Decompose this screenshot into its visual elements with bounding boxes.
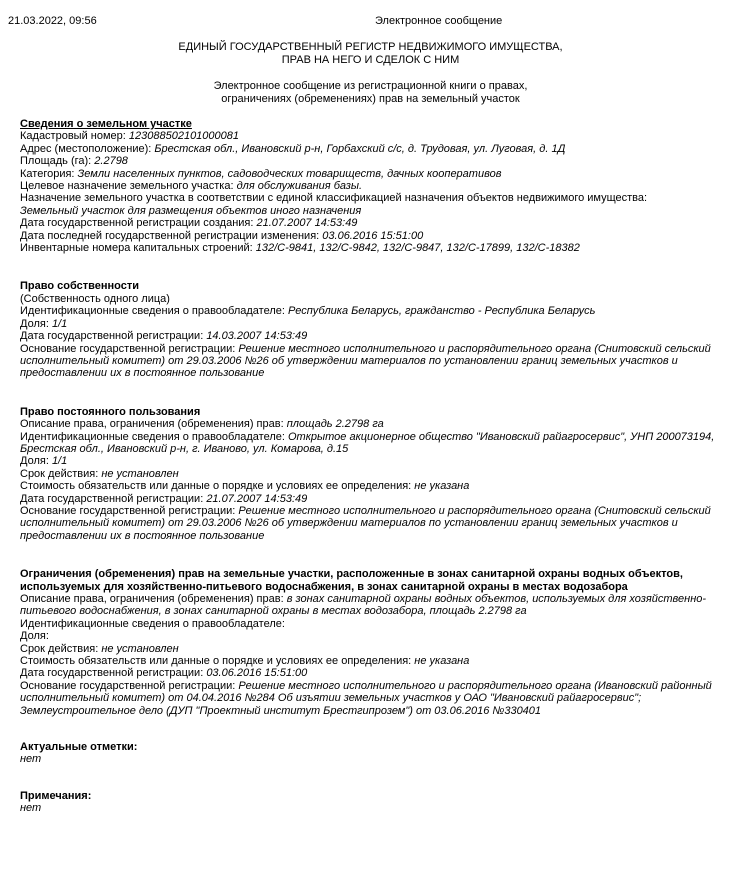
- current-marks-value: нет: [20, 753, 42, 766]
- register-title: [0, 41, 741, 67]
- registration-date-value: 21.07.2007 14:53:49: [206, 492, 308, 505]
- message-subtitle: [0, 80, 741, 106]
- field-label: Целевое назначение земельного участка:: [20, 180, 237, 193]
- term-value: не установлен: [101, 467, 179, 480]
- registration-date-row: [20, 330, 725, 342]
- register-title-line2: ПРАВ НА НЕГО И СДЕЛОК С НИМ: [281, 54, 460, 66]
- notes-heading: Примечания:: [20, 789, 92, 802]
- field-label: Дата последней государственной регистрации изменения:: [20, 229, 323, 242]
- ownership-heading: Право собственности: [20, 280, 139, 293]
- field-label: Срок действия:: [20, 642, 102, 655]
- purpose-value: для обслуживания базы.: [236, 180, 363, 193]
- right-description-row: [20, 593, 725, 618]
- message-subtitle-line2: ограничениях (обременениях) прав на земельный участок: [221, 93, 520, 105]
- registration-changed-row: [20, 230, 725, 242]
- field-label: Инвентарные номера капитальных строений:: [20, 242, 256, 255]
- permanent-use-heading: Право постоянного пользования: [20, 405, 201, 418]
- share-value: 1/1: [51, 455, 68, 468]
- address-row: [20, 143, 725, 155]
- inventory-numbers-value: 132/С-9841, 132/С-9842, 132/С-9847, 132/С-17899, 132/С-18382: [255, 242, 580, 255]
- field-label: Стоимость обязательств или данные о порядке и условиях ее определения:: [20, 480, 415, 493]
- area-row: [20, 155, 725, 167]
- registration-basis-row: [20, 505, 725, 542]
- field-label: Описание права, ограничения (обременения) прав:: [20, 593, 287, 605]
- classifier-label: Назначение земельного участка в соответствии с единой классификацией назначения объектов недвижимого имущества:: [20, 192, 648, 205]
- share-label: Доля:: [20, 630, 49, 643]
- registration-basis-row: [20, 680, 725, 717]
- field-label: Дата государственной регистрации:: [20, 330, 207, 343]
- registration-date-value: 14.03.2007 14:53:49: [206, 330, 308, 343]
- field-label: Адрес (местоположение):: [20, 142, 155, 155]
- share-row: [20, 455, 725, 467]
- holder-row: [20, 305, 725, 317]
- notes-value: нет: [20, 802, 42, 815]
- field-label: Дата государственной регистрации:: [20, 492, 207, 505]
- field-label: Основание государственной регистрации:: [20, 342, 239, 355]
- term-row: [20, 643, 725, 655]
- current-marks-section: [20, 741, 725, 766]
- registration-created-value: 21.07.2007 14:53:49: [256, 217, 358, 230]
- category-value: Земли населенных пунктов, садоводческих товариществ, дачных кооперативов: [77, 167, 502, 180]
- cost-value: не указана: [414, 480, 470, 493]
- share-value: 1/1: [51, 317, 68, 330]
- field-label: Идентификационные сведения о правообладателе:: [20, 430, 288, 443]
- ownership-type: (Собственность одного лица): [20, 292, 170, 305]
- area-value: 2.2798: [94, 155, 128, 168]
- inventory-numbers-row: [20, 242, 725, 254]
- registration-basis-value: Решение местного исполнительного и распорядительного органа (Снитовский сельский исполнительный комитет) от 29.03.2006 №26 об утверждении материалов по установлении границ земельных участков и предоставлении их в постоянное пользование: [20, 342, 711, 380]
- holder-value: Открытое акционерное общество "Ивановский райагросервис", УНП 200073194, Брестская обл., Ивановский р-н, г. Иваново, ул. Комарова, д.15: [20, 430, 715, 455]
- holder-label: Идентификационные сведения о правообладателе:: [20, 617, 285, 630]
- land-plot-section: [20, 118, 725, 254]
- registration-date-row: [20, 667, 725, 679]
- registration-changed-value: 03.06.2016 15:51:00: [322, 229, 424, 242]
- field-label: Описание права, ограничения (обременения) прав:: [20, 418, 287, 431]
- right-description-value: площадь 2.2798 га: [286, 418, 384, 431]
- address-value: Брестская обл., Ивановский р-н, Горбахский с/с, д. Трудовая, ул. Луговая, д. 1Д: [154, 142, 566, 155]
- cost-value: не указана: [414, 655, 470, 668]
- registration-date-value: 03.06.2016 15:51:00: [206, 667, 308, 680]
- field-label: Срок действия:: [20, 467, 102, 480]
- print-datetime: 21.03.2022, 09:56: [8, 15, 97, 27]
- term-row: [20, 468, 725, 480]
- registration-created-row: [20, 217, 725, 229]
- document-type: Электронное сообщение: [375, 15, 503, 27]
- field-label: Стоимость обязательств или данные о порядке и условиях ее определения:: [20, 655, 415, 668]
- term-value: не установлен: [101, 642, 179, 655]
- cadastral-number-row: [20, 130, 725, 142]
- category-row: [20, 168, 725, 180]
- field-label: Основание государственной регистрации:: [20, 679, 239, 692]
- registration-basis-row: [20, 343, 725, 380]
- register-title-line1: ЕДИНЫЙ ГОСУДАРСТВЕННЫЙ РЕГИСТР НЕДВИЖИМОГО ИМУЩЕСТВА,: [178, 41, 563, 53]
- registration-basis-value: Решение местного исполнительного и распорядительного органа (Ивановский районный исполнительный комитет) от 04.04.2016 №284 Об изъятии земельных участков у ОАО "Ивановский райагросервис"; Землеустроительное дело (ДУП "Проектный институт Брестгипрозем") от 03.06.2016 №330401: [20, 679, 712, 717]
- permanent-use-section: [20, 406, 725, 542]
- purpose-row: [20, 180, 725, 192]
- cost-row: [20, 655, 725, 667]
- registration-date-row: [20, 493, 725, 505]
- field-label: Категория:: [20, 167, 78, 180]
- right-description-value: в зонах санитарной охраны водных объектов, используемых для хозяйственно-питьевого водоснабжения, в зонах санитарной охраны в местах водозабора, площадь 2.2798 га: [20, 593, 707, 618]
- right-description-row: [20, 418, 725, 430]
- cost-row: [20, 480, 725, 492]
- document-body: [20, 118, 725, 815]
- holder-row: [20, 431, 725, 456]
- notes-section: [20, 790, 725, 815]
- restrictions-heading: Ограничения (обременения) прав на земельные участки, расположенные в зонах санитарной охраны водных объектов, используемых для хозяйственно-питьевого водоснабжения, в зонах санитарной охраны в местах водозабора: [20, 568, 683, 593]
- registration-basis-value: Решение местного исполнительного и распорядительного органа (Снитовский сельский исполнительный комитет) от 29.03.2006 №26 об утверждении материалов по установлении границ земельных участков и предоставлении их в постоянное пользование: [20, 504, 711, 542]
- field-label: Площадь (га):: [20, 155, 95, 168]
- land-plot-heading: Сведения о земельном участке: [20, 118, 192, 130]
- field-label: Дата государственной регистрации:: [20, 667, 207, 680]
- field-label: Дата государственной регистрации создания:: [20, 217, 257, 230]
- share-row: [20, 318, 725, 330]
- field-label: Доля:: [20, 455, 52, 468]
- field-label: Основание государственной регистрации:: [20, 504, 239, 517]
- field-label: Кадастровый номер:: [20, 130, 129, 143]
- restrictions-section: [20, 568, 725, 717]
- field-label: Доля:: [20, 317, 52, 330]
- field-label: Идентификационные сведения о правообладателе:: [20, 305, 288, 318]
- current-marks-heading: Актуальные отметки:: [20, 741, 138, 754]
- ownership-section: [20, 280, 725, 379]
- message-subtitle-line1: Электронное сообщение из регистрационной книги о правах,: [213, 80, 528, 92]
- holder-value: Республика Беларусь, гражданство - Республика Беларусь: [288, 305, 596, 318]
- cadastral-number: 123088502101000081: [128, 130, 240, 143]
- classifier-value: Земельный участок для размещения объектов иного назначения: [20, 204, 362, 217]
